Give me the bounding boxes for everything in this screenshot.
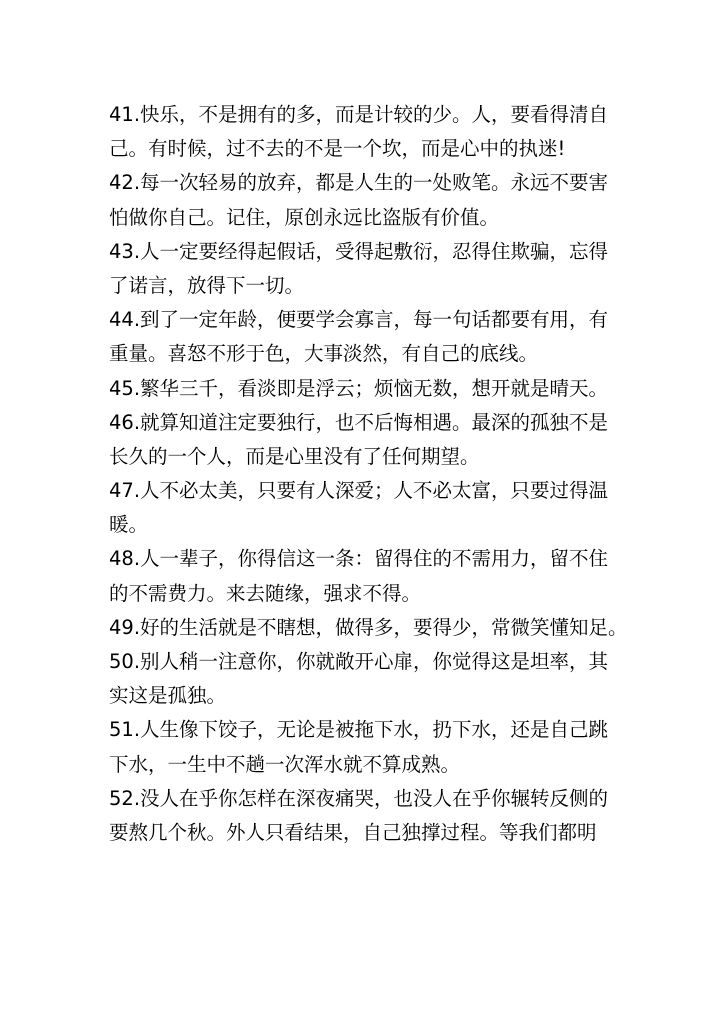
text-line: 的不需费力。来去随缘，强求不得。 [109, 581, 422, 605]
text-line: 暖。 [109, 513, 149, 537]
text-line: 44.到了一定年龄，便要学会寡言，每一句话都要有用，有 [109, 308, 609, 332]
text-line: 41.快乐，不是拥有的多，而是计较的少。人，要看得清自 [109, 103, 609, 126]
quotes-text-block [109, 98, 629, 850]
text-line: 49.好的生活就是不瞎想，做得多，要得少，常微笑懂知足。 [109, 615, 628, 639]
text-line: 42.每一次轻易的放弃，都是人生的一处败笔。永远不要害 [109, 171, 609, 195]
text-line: 51.人生像下饺子，无论是被拖下水，扔下水，还是自己跳 [109, 718, 609, 742]
text-line: 50.别人稍一注意你，你就敞开心扉，你觉得这是坦率，其 [109, 650, 609, 673]
text-line: 52.没人在乎你怎样在深夜痛哭，也没人在乎你辗转反侧的 [109, 786, 609, 810]
text-line: 下水，一生中不趟一次浑水就不算成熟。 [109, 752, 461, 776]
text-line: 己。有时候，过不去的不是一个坎，而是心中的执迷! [109, 137, 566, 161]
text-line: 怕做你自己。记住，原创永远比盗版有价值。 [109, 205, 500, 229]
text-line: 46.就算知道注定要独行，也不后悔相遇。最深的孤独不是 [109, 410, 609, 434]
text-line: 43.人一定要经得起假话，受得起敷衍，忍得住欺骗，忘得 [109, 239, 609, 263]
text-line: 要熬几个秋。外人只看结果，自己独撑过程。等我们都明 [109, 820, 597, 844]
text-line: 长久的一个人，而是心里没有了任何期望。 [109, 444, 480, 468]
text-line: 了诺言，放得下一切。 [109, 273, 305, 297]
text-line: 实这是孤独。 [109, 684, 227, 708]
text-line: 45.繁华三千，看淡即是浮云；烦恼无数，想开就是晴天。 [109, 376, 609, 400]
text-line: 48.人一辈子，你得信这一条：留得住的不需用力，留不住 [109, 547, 609, 571]
text-line: 重量。喜怒不形于色，大事淡然，有自己的底线。 [109, 342, 539, 366]
text-line: 47.人不必太美，只要有人深爱；人不必太富，只要过得温 [109, 479, 609, 503]
